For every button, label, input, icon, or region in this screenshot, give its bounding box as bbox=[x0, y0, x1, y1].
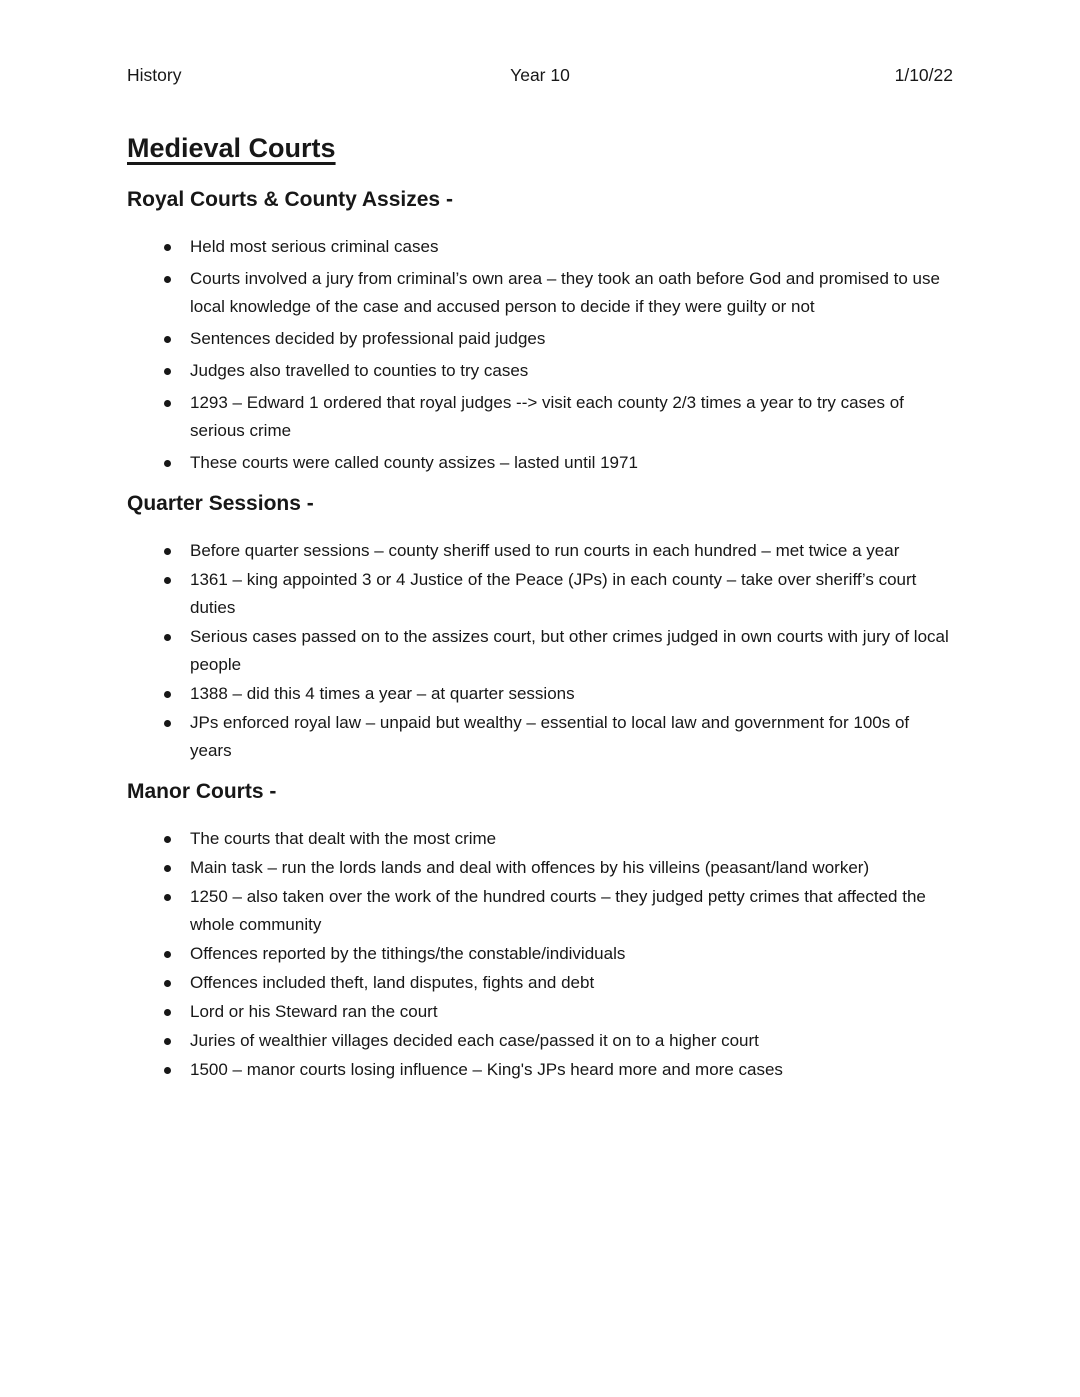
list-item: Lord or his Steward ran the court bbox=[127, 998, 953, 1026]
list-item: Serious cases passed on to the assizes court, but other crimes judged in own courts with jury of local people bbox=[127, 623, 953, 679]
document-header bbox=[127, 0, 953, 86]
list-item: 1500 – manor courts losing influence – King's JPs heard more and more cases bbox=[127, 1056, 953, 1084]
header-subject: History bbox=[127, 65, 182, 85]
royal-courts-list bbox=[127, 233, 953, 477]
list-item: Main task – run the lords lands and deal with offences by his villeins (peasant/land worker) bbox=[127, 854, 953, 882]
header-year: Year 10 bbox=[510, 65, 570, 85]
list-item: Courts involved a jury from criminal’s own area – they took an oath before God and promised to use local knowledge of the case and accused person to decide if they were guilty or not bbox=[127, 265, 953, 321]
section-heading-manor-courts: Manor Courts - bbox=[127, 780, 277, 803]
list-item: Held most serious criminal cases bbox=[127, 233, 953, 261]
list-item: These courts were called county assizes – lasted until 1971 bbox=[127, 449, 953, 477]
manor-courts-list bbox=[127, 825, 953, 1084]
list-item: 1250 – also taken over the work of the hundred courts – they judged petty crimes that affected the whole community bbox=[127, 883, 953, 939]
list-item: 1361 – king appointed 3 or 4 Justice of the Peace (JPs) in each county – take over sheriff’s court duties bbox=[127, 566, 953, 622]
list-item: Sentences decided by professional paid judges bbox=[127, 325, 953, 353]
section-heading-royal-courts: Royal Courts & County Assizes - bbox=[127, 188, 453, 211]
list-item: JPs enforced royal law – unpaid but wealthy – essential to local law and government for 100s of years bbox=[127, 709, 953, 765]
list-item: Juries of wealthier villages decided each case/passed it on to a higher court bbox=[127, 1027, 953, 1055]
list-item: 1293 – Edward 1 ordered that royal judges --> visit each county 2/3 times a year to try cases of serious crime bbox=[127, 389, 953, 445]
section-heading-quarter-sessions: Quarter Sessions - bbox=[127, 492, 314, 515]
page-title: Medieval Courts bbox=[127, 133, 336, 163]
list-item: 1388 – did this 4 times a year – at quarter sessions bbox=[127, 680, 953, 708]
list-item: The courts that dealt with the most crime bbox=[127, 825, 953, 853]
header-date: 1/10/22 bbox=[894, 65, 953, 85]
list-item: Offences included theft, land disputes, fights and debt bbox=[127, 969, 953, 997]
list-item: Judges also travelled to counties to try cases bbox=[127, 357, 953, 385]
list-item: Offences reported by the tithings/the constable/individuals bbox=[127, 940, 953, 968]
quarter-sessions-list bbox=[127, 537, 953, 765]
list-item: Before quarter sessions – county sheriff used to run courts in each hundred – met twice a year bbox=[127, 537, 953, 565]
